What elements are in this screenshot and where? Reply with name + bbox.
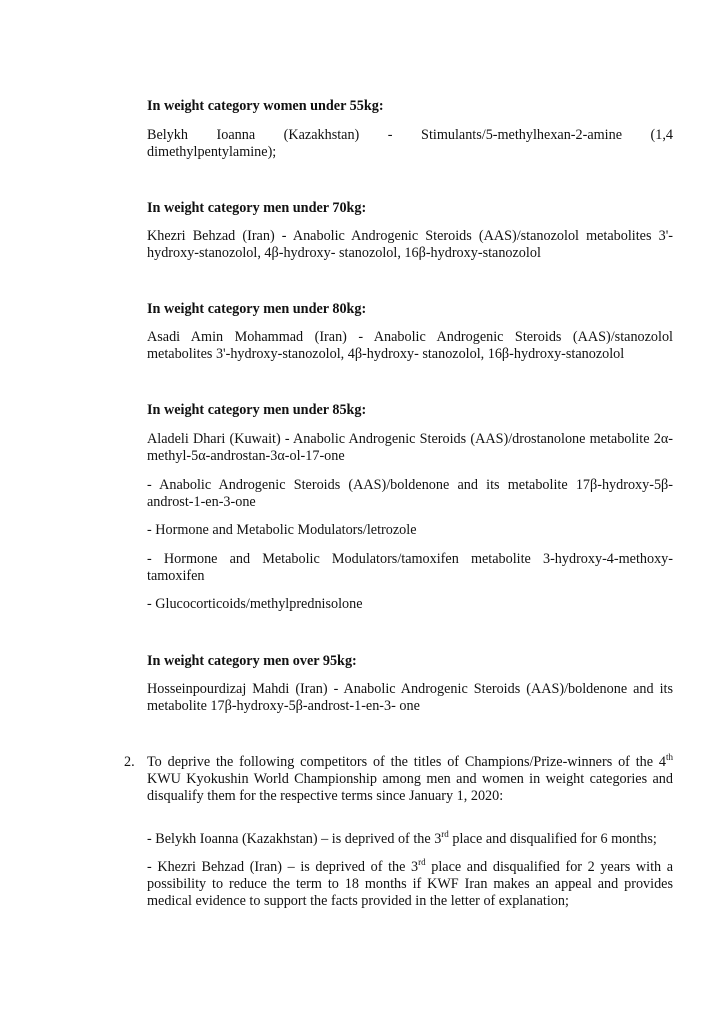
superscript: rd [418,857,426,867]
section-entry: Belykh Ioanna (Kazakhstan) - Stimulants/5-methylhexan-2-amine (1,4 dimethylpentylamine); [147,127,673,160]
penalty-text-part: - Belykh Ioanna (Kazakhstan) – is deprived of the 3 [147,831,442,847]
list-number: 2. [124,754,135,770]
section-entry: Aladeli Dhari (Kuwait) - Anabolic Androgenic Steroids (AAS)/drostanolone metabolite 2α-methyl-5α-androstan-3α-ol-17-one [147,431,673,464]
section-heading: In weight category women under 55kg: [147,98,384,114]
section-entry: - Anabolic Androgenic Steroids (AAS)/boldenone and its metabolite 17β-hydroxy-5β-androst-1-en-3-one [147,477,673,510]
item-text-part: To deprive the following competitors of the titles of Champions/Prize-winners of the 4 [147,754,666,770]
penalty-text-part: place and disqualified for 2 years with a possibility to reduce the term to 18 months if KWF Iran makes an appeal and provides medical evidence to support the facts provided in the letter of explanation; [147,859,674,909]
penalty-entry [147,859,673,910]
section-heading: In weight category men under 70kg: [147,200,367,216]
section-heading: In weight category men over 95kg: [147,653,357,669]
superscript: rd [441,829,449,839]
section-entry: - Hormone and Metabolic Modulators/tamoxifen metabolite 3-hydroxy-4-methoxy-tamoxifen [147,551,673,584]
section-entry: Asadi Amin Mohammad (Iran) - Anabolic Androgenic Steroids (AAS)/stanozolol metabolites 3'-hydroxy-stanozolol, 4β-hydroxy- stanozolol, 16β-hydroxy-stanozolol [147,329,673,362]
section-entry: Hosseinpourdizaj Mahdi (Iran) - Anabolic Androgenic Steroids (AAS)/boldenone and its metabolite 17β-hydroxy-5β-androst-1-en-3- one [147,681,673,714]
section-entry: Khezri Behzad (Iran) - Anabolic Androgenic Steroids (AAS)/stanozolol metabolites 3'-hydroxy-stanozolol, 4β-hydroxy- stanozolol, 16β-hydroxy-stanozolol [147,228,673,261]
penalty-text-part: place and disqualified for 6 months; [448,831,657,847]
section-heading: In weight category men under 80kg: [147,301,367,317]
numbered-item-text [147,754,673,805]
section-entry: - Hormone and Metabolic Modulators/letrozole [147,522,417,538]
penalty-text-part: - Khezri Behzad (Iran) – is deprived of the 3 [147,859,419,875]
section-entry: - Glucocorticoids/methylprednisolone [147,596,363,612]
section-heading: In weight category men under 85kg: [147,402,367,418]
item-text-part: KWU Kyokushin World Championship among men and women in weight categories and disqualify them for the respective terms since January 1, 2020: [147,771,673,804]
superscript: th [665,752,673,762]
penalty-entry [147,831,673,848]
